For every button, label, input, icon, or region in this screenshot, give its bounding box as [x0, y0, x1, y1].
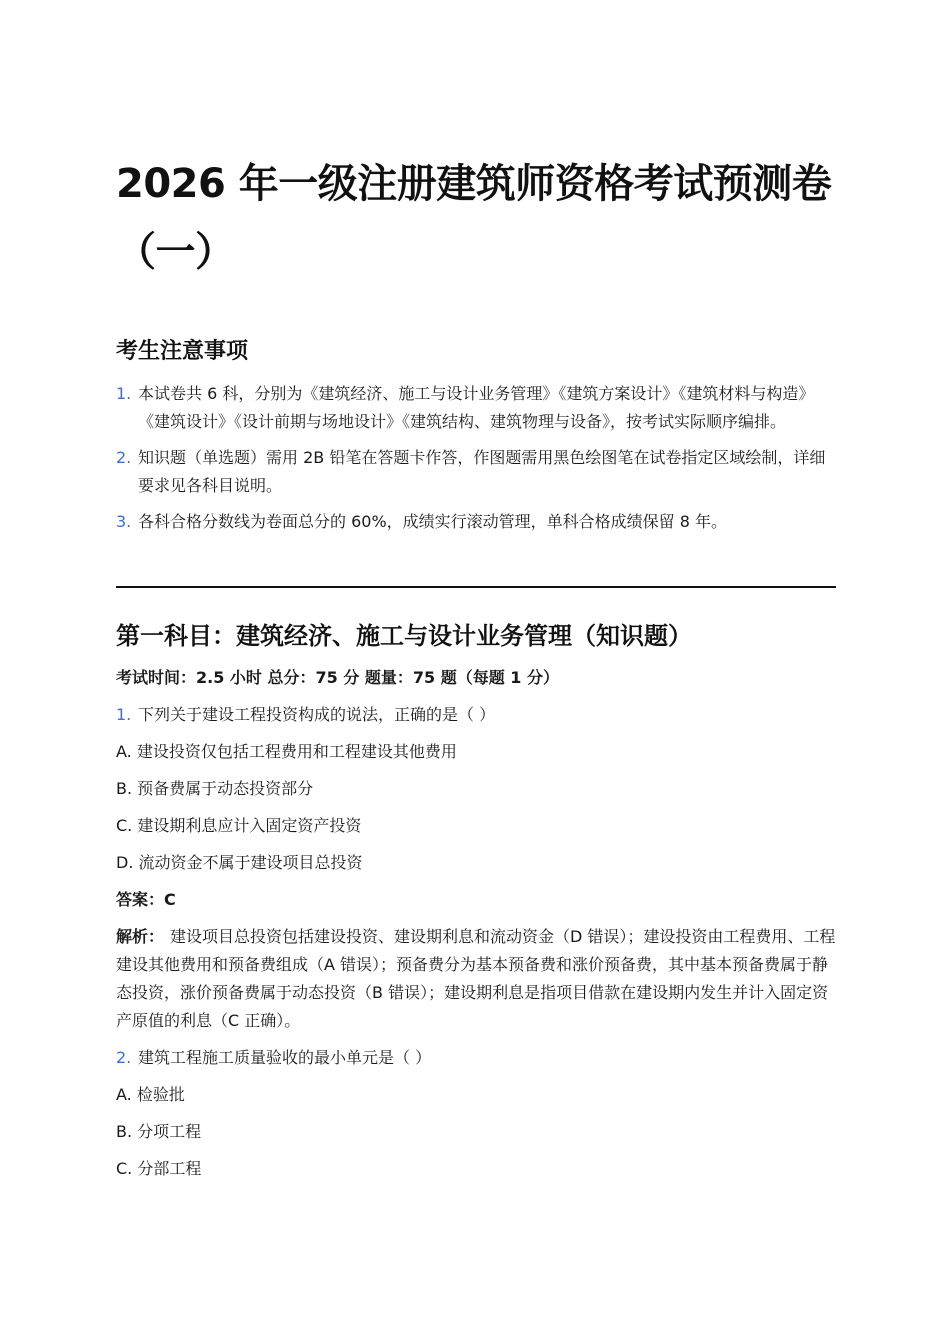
notice-item — [116, 380, 836, 436]
document-content — [116, 150, 836, 1192]
option-a: A. 检验批 — [116, 1085, 185, 1104]
analysis-text: 建设项目总投资包括建设投资、建设期利息和流动资金（D 错误）；建设投资由工程费用、工程建设其他费用和预备费组成（A 错误）；预备费分为基本预备费和涨价预备费，其中基本预备费属于静态投资，涨价预备费属于动态投资（B 错误）；建设期利息是指项目借款在建设期内发生并计入固定资产原值的利息（C 正确）。 — [116, 927, 836, 1030]
notice-item-number: 3. — [116, 512, 132, 531]
question-stem — [116, 1044, 836, 1072]
analysis-label: 解析： — [116, 927, 165, 946]
answer — [116, 886, 836, 914]
question-text: 建筑工程施工质量验收的最小单元是（ ） — [138, 1048, 432, 1067]
option-a: A. 建设投资仅包括工程费用和工程建设其他费用 — [116, 742, 457, 761]
notice-heading: 考生注意事项 — [116, 339, 249, 364]
answer-value: C — [164, 890, 176, 909]
option-b: B. 分项工程 — [116, 1122, 202, 1141]
notice-item-text: 知识题（单选题）需用 2B 铅笔在答题卡作答，作图题需用黑色绘图笔在试卷指定区域绘制，详细要求见各科目说明。 — [138, 448, 826, 495]
question-stem — [116, 701, 836, 729]
notice-item — [116, 444, 836, 500]
section-heading: 第一科目：建筑经济、施工与设计业务管理（知识题） — [116, 622, 692, 650]
exam-meta: 考试时间：2.5 小时 总分：75 分 题量：75 题（每题 1 分） — [116, 668, 560, 687]
notice-item — [116, 508, 836, 536]
option-b: B. 预备费属于动态投资部分 — [116, 779, 314, 798]
question-number: 1. — [116, 705, 132, 724]
notice-item-text: 各科合格分数线为卷面总分的 60%，成绩实行滚动管理，单科合格成绩保留 8 年。 — [138, 512, 728, 531]
document-title: 2026 年一级注册建筑师资格考试预测卷（一） — [116, 161, 832, 275]
answer-label: 答案： — [116, 890, 165, 909]
option-c: C. 建设期利息应计入固定资产投资 — [116, 816, 362, 835]
notice-item-number: 1. — [116, 384, 132, 403]
question-number: 2. — [116, 1048, 132, 1067]
notice-item-number: 2. — [116, 448, 132, 467]
notice-item-text: 本试卷共 6 科，分别为《建筑经济、施工与设计业务管理》《建筑方案设计》《建筑材料与构造》《建筑设计》《设计前期与场地设计》《建筑结构、建筑物理与设备》，按考试实际顺序编排。 — [138, 384, 815, 431]
question-text: 下列关于建设工程投资构成的说法，正确的是（ ） — [138, 705, 496, 724]
analysis — [116, 923, 836, 1035]
notice-list — [116, 380, 836, 536]
option-d: D. 流动资金不属于建设项目总投资 — [116, 853, 363, 872]
option-c: C. 分部工程 — [116, 1159, 202, 1178]
section-divider — [116, 586, 836, 588]
